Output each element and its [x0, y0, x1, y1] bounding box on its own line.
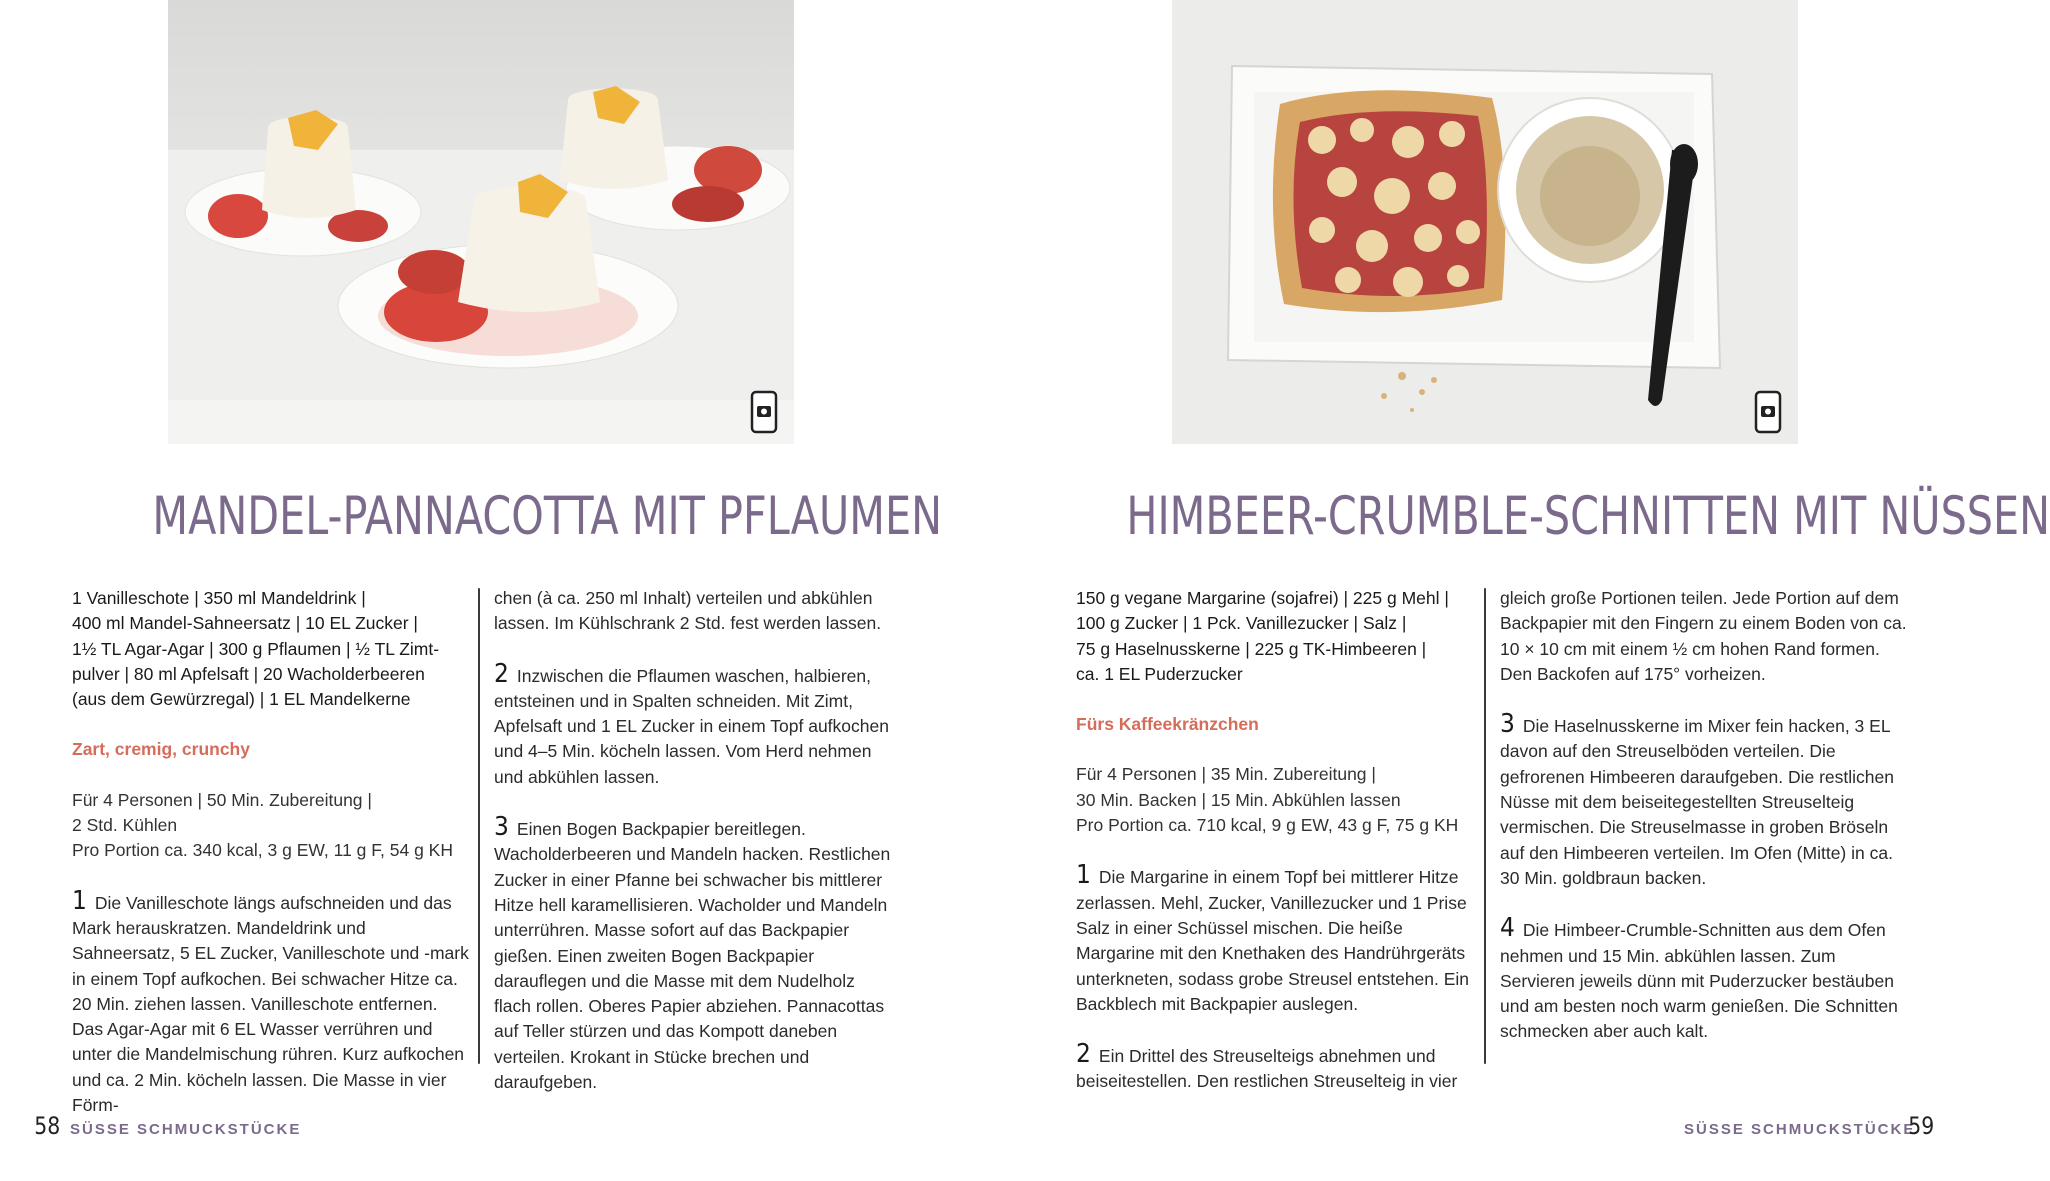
right-column-2: [1500, 586, 1908, 1070]
recipe-title: MANDEL-PANNACOTTA MIT PFLAUMEN: [152, 486, 943, 547]
camera-phone-icon[interactable]: [750, 390, 778, 434]
page-number: 58: [34, 1112, 61, 1140]
step-3: 3 Einen Bogen Backpapier bereitlegen. Wacholderbeeren und Mandeln hacken. Restlichen Zucker in einer Pfanne bei schwacher bis mittlerer Hitze hell karamellisieren. Wacholder und Mandeln unterrühren. Masse sofort auf das Backpapier gießen. Einen zweiten Bogen Backpapier darauflegen und die Masse mit dem Nudelholz flach rollen. Oberes Papier abziehen. Pannacottas auf Teller stürzen und das Kompott daneben verteilen. Krokant in Stücke brechen und daraufgeben.: [494, 812, 891, 1093]
step-number: 2: [494, 658, 509, 689]
step-number: 3: [494, 812, 509, 843]
pannacotta-photo: [168, 0, 794, 444]
recipe-meta: Für 4 Personen | 50 Min. Zubereitung | 2 Std. Kühlen Pro Portion ca. 340 kcal, 3 g EW, 11 g F, 54 g KH: [72, 789, 453, 861]
recipe-meta: Für 4 Personen | 35 Min. Zubereitung | 30 Min. Backen | 15 Min. Abkühlen lassen Pro Portion ca. 710 kcal, 9 g EW, 43 g F, 75 g KH: [1076, 764, 1459, 836]
camera-phone-icon[interactable]: [1754, 390, 1782, 434]
step-number: 3: [1500, 709, 1515, 740]
recipe-subtitle: Zart, cremig, crunchy: [72, 739, 250, 760]
left-column-2: [494, 586, 894, 1120]
recipe-title: HIMBEER-CRUMBLE-SCHNITTEN MIT NÜSSEN: [1126, 486, 2050, 547]
step-number: 1: [72, 885, 87, 916]
recipe-subtitle: Fürs Kaffeekränzchen: [1076, 714, 1259, 735]
step-4: 4 Die Himbeer-Crumble-Schnitten aus dem Ofen nehmen und 15 Min. abkühlen lassen. Zum Servieren jeweils dünn mit Puderzucker bestäuben und am besten noch warm genießen. Die Schnitten schmecken aber auch kalt.: [1500, 913, 1898, 1042]
column-divider: [1484, 588, 1486, 1064]
section-label: SÜSSE SCHMUCKSTÜCKE: [70, 1121, 302, 1138]
left-column-1: [72, 586, 470, 1143]
ingredients: 150 g vegane Margarine (sojafrei) | 225 g Mehl | 100 g Zucker | 1 Pck. Vanillezucker | Salz | 75 g Haselnusskerne | 225 g TK-Himbeeren | ca. 1 EL Puderzucker: [1076, 588, 1449, 684]
step-1: 1 Die Vanilleschote längs aufschneiden und das Mark herauskratzen. Mandeldrink und Sahneersatz, 5 EL Zucker, Vanilleschote und -mark in einem Topf aufkochen. Bei schwacher Hitze ca. 20 Min. ziehen lassen. Vanilleschote entfernen. Das Agar-Agar mit 6 EL Wasser verrühren und unter die Mandelmischung rühren. Kurz aufkochen und ca. 2 Min. köcheln lassen. Die Masse in vier Förm-: [72, 885, 469, 1116]
step-3: 3 Die Haselnusskerne im Mixer fein hacken, 3 EL davon auf den Streuselböden verteilen. Die gefrorenen Himbeeren daraufgeben. Die restlichen Nüsse mit dem beiseitegestellten Streuselteig vermischen. Die Streuselmasse in groben Bröseln auf den Himbeeren verteilen. Im Ofen (Mitte) in ca. 30 Min. goldbraun backen.: [1500, 709, 1894, 888]
right-page: [974, 0, 2050, 1181]
column-divider: [478, 588, 480, 1064]
crumble-photo: [1172, 0, 1798, 444]
step-1: 1 Die Margarine in einem Topf bei mittlerer Hitze zerlassen. Mehl, Zucker, Vanillezucker und 1 Prise Salz in einer Schüssel mischen. Die heiße Margarine mit den Knethaken des Handrührgeräts unterkneten, sodass grobe Streusel entstehen. Ein Backblech mit Backpapier auslegen.: [1076, 860, 1470, 1014]
step-number: 1: [1076, 860, 1091, 891]
section-label: SÜSSE SCHMUCKSTÜCKE: [1684, 1121, 1916, 1138]
step-number: 2: [1076, 1039, 1091, 1070]
ingredients: 1 Vanilleschote | 350 ml Mandeldrink | 400 ml Mandel-Sahneersatz | 10 EL Zucker | 1½ TL Agar-Agar | 300 g Pflaumen | ½ TL Zimt- pulver | 80 ml Apfelsaft | 20 Wacholderbeeren (aus dem Gewürzregal) | 1 EL Mandelkerne: [72, 588, 440, 710]
step-2-continued: gleich große Portionen teilen. Jede Portion auf dem Backpapier mit den Fingern zu einem Boden von ca. 10 × 10 cm mit einem ½ cm hohen Rand formen. Den Backofen auf 175° vorheizen.: [1500, 588, 1907, 684]
step-2: 2 Ein Drittel des Streuselteigs abnehmen und beiseitestellen. Den restlichen Streuselteig in vier: [1076, 1039, 1458, 1092]
step-number: 4: [1500, 913, 1515, 944]
right-column-1: [1076, 586, 1476, 1120]
left-page: [0, 0, 974, 1181]
page-number: 59: [1908, 1112, 1935, 1140]
step-2: 2 Inzwischen die Pflaumen waschen, halbieren, entsteinen und in Spalten schneiden. Mit Zimt, Apfelsaft und 1 EL Zucker in einem Topf aufkochen und 4–5 Min. köcheln lassen. Vom Herd nehmen und abkühlen lassen.: [494, 658, 889, 787]
step-1-continued: chen (à ca. 250 ml Inhalt) verteilen und abkühlen lassen. Im Kühlschrank 2 Std. fest werden lassen.: [494, 588, 882, 634]
